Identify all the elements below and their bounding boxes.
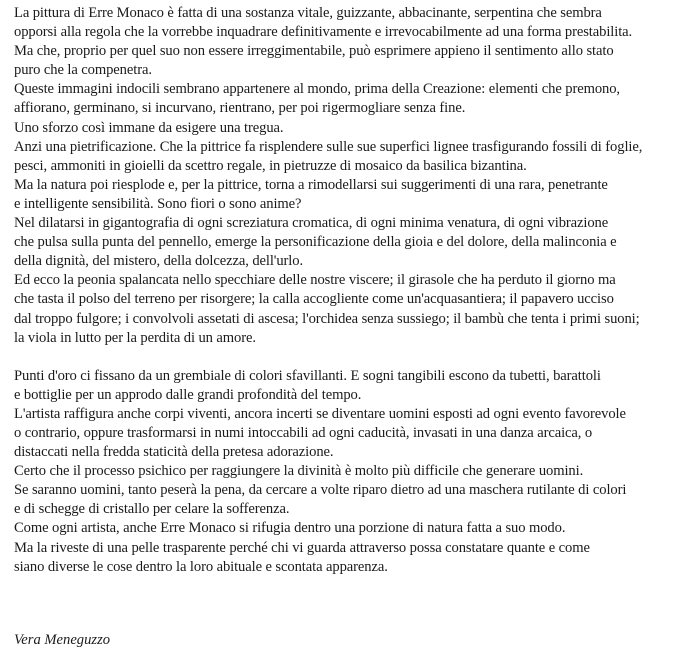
text-line: Come ogni artista, anche Erre Monaco si rifugia dentro una porzione di natura fatta a suo modo. bbox=[14, 520, 566, 537]
text-line: dal troppo fulgore; i convolvoli assetati di ascesa; l'orchidea senza sussiego; il bambù che tenta i primi suoni; bbox=[14, 310, 640, 327]
text-line: puro che la compenetra. bbox=[14, 62, 152, 79]
text-line: distaccati nella fredda staticità della pretesa adorazione. bbox=[14, 444, 334, 461]
text-line: pesci, ammoniti in gioielli da scettro regale, in pietruzze di mosaico da basilica bizantina. bbox=[14, 157, 527, 174]
essay-text bbox=[14, 4, 698, 577]
text-line: La pittura di Erre Monaco è fatta di una sostanza vitale, guizzante, abbacinante, serpentina che sembra bbox=[14, 5, 602, 21]
text-line: Ma la riveste di una pelle trasparente perché chi vi guarda attraverso possa constatare quante e come bbox=[14, 539, 590, 556]
text-line: opporsi alla regola che la vorrebbe inquadrare definitivamente e irrevocabilmente ad una forma prestabilita. bbox=[14, 24, 633, 41]
text-line: Punti d'oro ci fissano da un grembiale di colori sfavillanti. E sogni tangibili escono da tubetti, barattoli bbox=[14, 367, 601, 384]
text-line: Se saranno uomini, tanto peserà la pena, da cercare a volte riparo dietro ad una maschera rutilante di colori bbox=[14, 482, 627, 499]
text-line: Certo che il processo psichico per raggiungere la divinità è molto più difficile che generare uomini. bbox=[14, 463, 584, 480]
text-line: Queste immagini indocili sembrano appartenere al mondo, prima della Creazione: elementi che premono, bbox=[14, 81, 620, 98]
text-line: affiorano, germinano, si incurvano, rientrano, per poi rigermogliare senza fine. bbox=[14, 100, 466, 117]
text-line: Ma la natura poi riesplode e, per la pittrice, torna a rimodellarsi sui suggerimenti di una rara, penetrante bbox=[14, 176, 608, 193]
text-line: Nel dilatarsi in gigantografia di ogni screziatura cromatica, di ogni minima venatura, di ogni vibrazione bbox=[14, 215, 609, 232]
text-line: che tasta il polso del terreno per risorgere; la calla accogliente come un'acquasantiera; il papavero ucciso bbox=[14, 291, 614, 308]
paragraph-gap bbox=[14, 348, 698, 367]
author-signature: Vera Meneguzzo bbox=[14, 632, 111, 648]
text-line: Ma che, proprio per quel suo non essere irreggimentabile, può esprimere appieno il sentimento allo stato bbox=[14, 43, 614, 60]
text-line: e di schegge di cristallo per celare la sofferenza. bbox=[14, 501, 290, 518]
text-line: siano diverse le cose dentro la loro abituale e scontata apparenza. bbox=[14, 558, 388, 575]
text-line: e bottiglie per un approdo dalle grandi profondità del tempo. bbox=[14, 386, 362, 403]
text-line: L'artista raffigura anche corpi viventi, ancora incerti se diventare uomini esposti ad ogni evento favorevole bbox=[14, 405, 626, 422]
paragraph-2 bbox=[14, 367, 698, 577]
text-line: Anzi una pietrificazione. Che la pittrice fa risplendere sulle sue superfici lignee trasfigurando fossili di foglie, bbox=[14, 138, 643, 155]
text-line: Uno sforzo così immane da esigere una tregua. bbox=[14, 119, 284, 136]
text-line: Ed ecco la peonia spalancata nello specchiare delle nostre viscere; il girasole che ha perduto il giorno ma bbox=[14, 272, 616, 289]
text-line: la viola in lutto per la perdita di un amore. bbox=[14, 329, 256, 346]
text-line: della dignità, del mistero, della dolcezza, dell'urlo. bbox=[14, 253, 303, 270]
text-line: o contrario, oppure trasformarsi in numi intoccabili ad ogni caducità, invasati in una danza arcaica, o bbox=[14, 424, 593, 441]
text-line: e intelligente sensibilità. Sono fiori o sono anime? bbox=[14, 195, 302, 212]
paragraph-1 bbox=[14, 4, 698, 348]
text-line: che pulsa sulla punta del pennello, emerge la personificazione della gioia e del dolore, della malinconia e bbox=[14, 234, 617, 251]
